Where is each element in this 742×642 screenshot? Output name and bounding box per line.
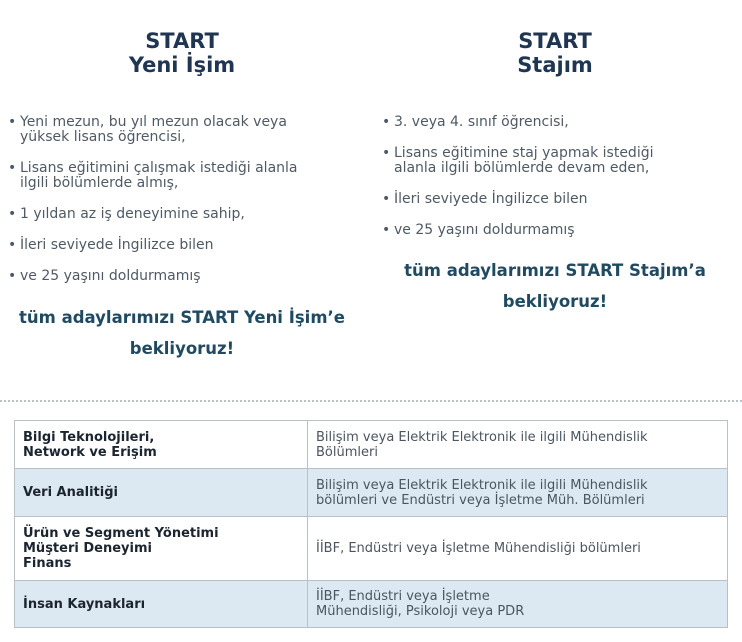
bullet-icon: • <box>8 268 17 284</box>
closing-message <box>0 302 364 364</box>
criteria-item <box>8 161 358 191</box>
bullet-icon: • <box>8 237 17 253</box>
criteria-text-line: Lisans eğitimine staj yapmak istediği <box>394 145 654 161</box>
department-text-line: Bilgi Teknolojileri, <box>23 429 155 445</box>
criteria-text-line: ilgili bölümlerde almış, <box>20 175 179 191</box>
criteria-item <box>382 223 732 238</box>
requirement-text-line: bölümleri ve Endüstri veya İşletme Müh. Bölümleri <box>316 492 645 508</box>
program-title <box>371 29 739 77</box>
criteria-item <box>382 115 732 130</box>
department-text-line: Ürün ve Segment Yönetimi <box>23 526 219 541</box>
table-row <box>15 421 728 469</box>
criteria-text-line: Lisans eğitimini çalışmak istediği alanla <box>20 160 298 176</box>
bullet-icon: • <box>382 191 391 207</box>
criteria-text-line: ve 25 yaşını doldurmamış <box>20 268 201 284</box>
bullet-icon: • <box>382 222 391 238</box>
department-text-line: İnsan Kaynakları <box>23 596 146 612</box>
requirement-cell <box>308 469 728 517</box>
bullet-icon: • <box>8 206 17 222</box>
program-title-line2: Yeni İşim <box>128 53 236 77</box>
criteria-text-line: alanla ilgili bölümlerde devam eden, <box>394 160 650 176</box>
criteria-item <box>8 238 358 253</box>
department-text-line: Finans <box>23 556 72 571</box>
criteria-item <box>8 115 358 145</box>
department-cell <box>15 517 308 581</box>
bullet-icon: • <box>382 114 391 130</box>
criteria-list <box>8 115 358 300</box>
requirement-text-line: Bölümleri <box>316 444 378 460</box>
table-row <box>15 469 728 517</box>
criteria-item <box>382 192 732 207</box>
department-text-line: Müşteri Deneyimi <box>23 541 152 556</box>
department-requirements-table <box>14 420 728 628</box>
criteria-text-line: İleri seviyede İngilizce bilen <box>20 237 214 253</box>
criteria-list <box>382 115 732 254</box>
bullet-icon: • <box>8 114 17 130</box>
requirement-text-line: İİBF, Endüstri veya İşletme Mühendisliği bölümleri <box>316 541 641 556</box>
program-title-line1: START <box>145 29 219 53</box>
program-title <box>0 29 364 77</box>
criteria-text-line: ve 25 yaşını doldurmamış <box>394 222 575 238</box>
criteria-text-line: 3. veya 4. sınıf öğrencisi, <box>394 114 569 130</box>
criteria-item <box>8 269 358 284</box>
program-title-line1: START <box>518 29 592 53</box>
criteria-item <box>8 207 358 222</box>
closing-line2: bekliyoruz! <box>502 292 608 311</box>
requirement-cell <box>308 421 728 469</box>
closing-line2: bekliyoruz! <box>129 339 235 358</box>
requirement-text-line: Bilişim veya Elektrik Elektronik ile ilgili Mühendislik <box>316 429 648 445</box>
dotted-divider <box>0 400 742 402</box>
department-text-line: Network ve Erişim <box>23 444 157 460</box>
closing-line1: tüm adaylarımızı START Yeni İşim’e <box>19 308 345 327</box>
requirement-cell <box>308 517 728 581</box>
program-title-line2: Stajım <box>517 53 593 77</box>
criteria-text-line: İleri seviyede İngilizce bilen <box>394 191 588 207</box>
table-row <box>15 517 728 581</box>
requirement-cell <box>308 581 728 628</box>
department-cell <box>15 421 308 469</box>
closing-message <box>371 255 739 317</box>
bullet-icon: • <box>382 145 391 161</box>
closing-line1: tüm adaylarımızı START Stajım’a <box>404 261 706 280</box>
requirement-text-line: Bilişim veya Elektrik Elektronik ile ilgili Mühendislik <box>316 477 648 493</box>
department-cell <box>15 469 308 517</box>
department-cell <box>15 581 308 628</box>
criteria-item <box>382 146 732 176</box>
criteria-text-line: yüksek lisans öğrencisi, <box>20 129 186 145</box>
criteria-text-line: Yeni mezun, bu yıl mezun olacak veya <box>20 114 287 130</box>
requirement-text-line: İİBF, Endüstri veya İşletme <box>316 589 490 604</box>
requirement-text-line: Mühendisliği, Psikoloji veya PDR <box>316 604 525 619</box>
table-row <box>15 581 728 628</box>
bullet-icon: • <box>8 160 17 176</box>
department-text-line: Veri Analitiği <box>23 485 118 500</box>
criteria-text-line: 1 yıldan az iş deneyimine sahip, <box>20 206 245 222</box>
